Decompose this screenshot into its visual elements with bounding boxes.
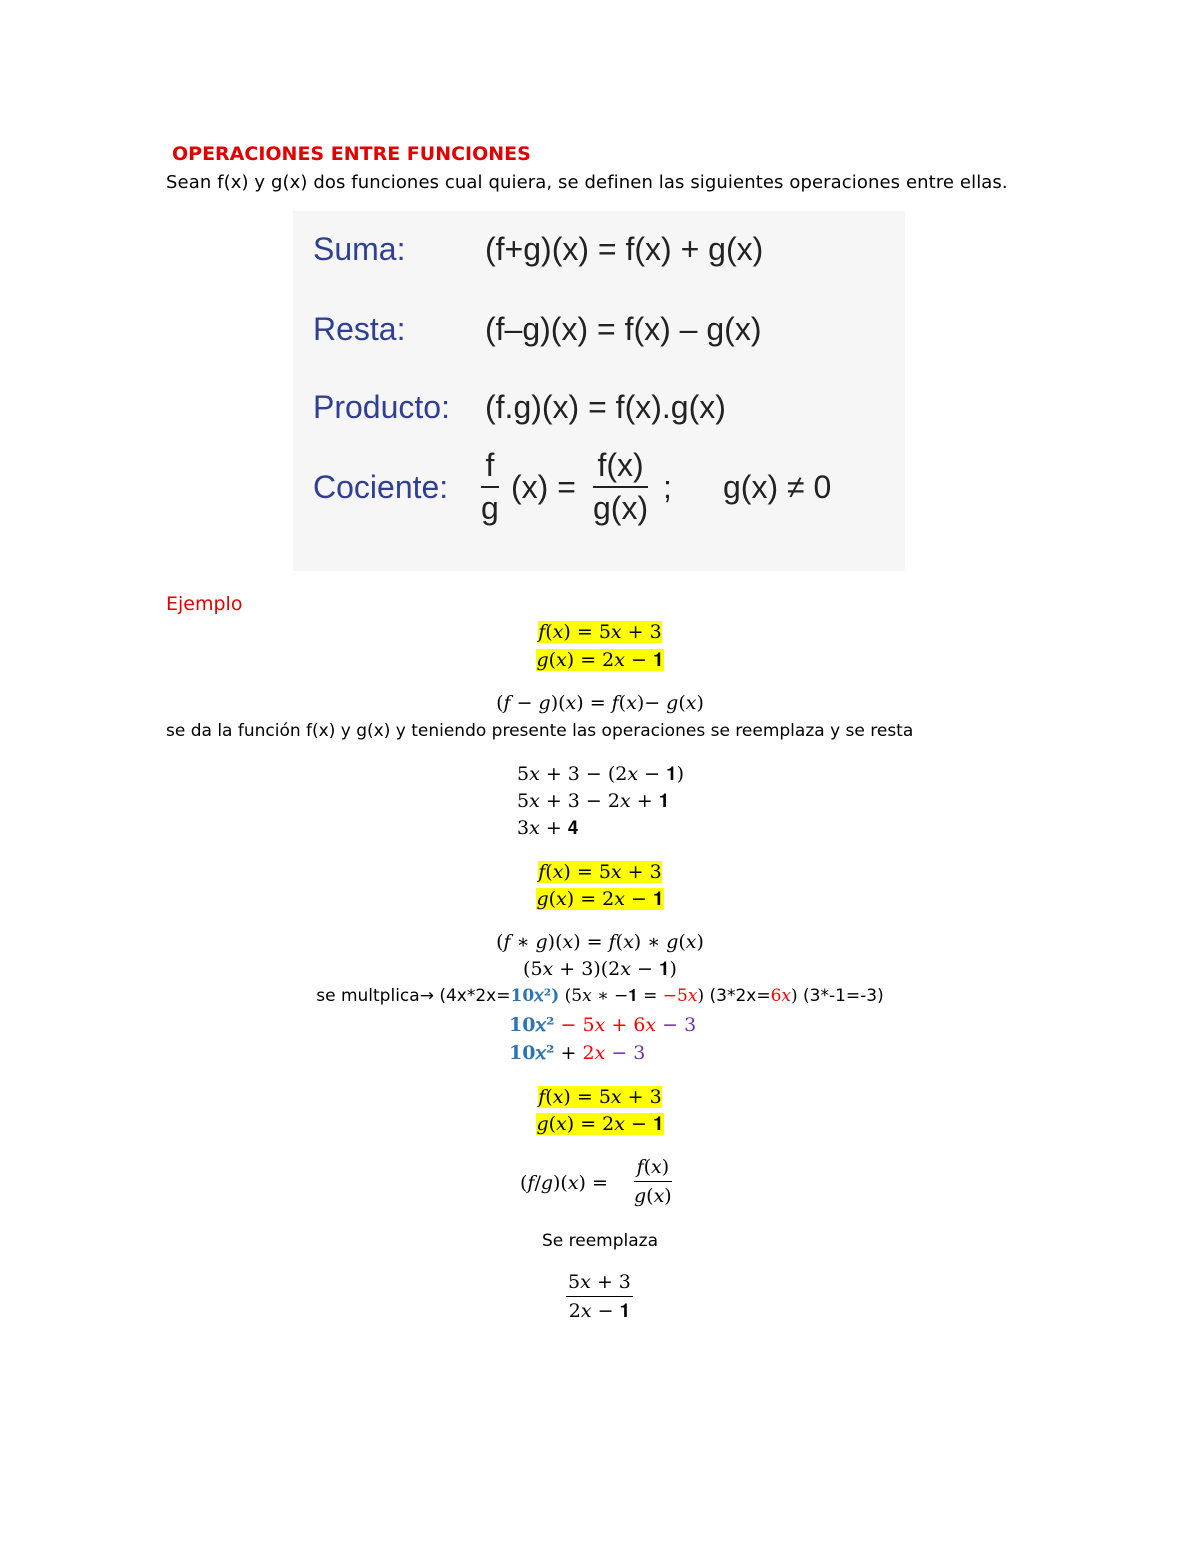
op-cociente-name: Cociente: <box>313 469 449 505</box>
operations-panel <box>293 211 905 571</box>
result-2-c: 2𝑥 <box>582 1042 606 1064</box>
result-2-b: + <box>554 1042 583 1064</box>
result-2-d: − 3 <box>605 1042 646 1064</box>
op-cociente-rhs <box>593 447 648 527</box>
given-f-1 <box>0 621 1200 643</box>
multiply-part-4: (3*-1=-3) <box>797 986 884 1006</box>
cociente-note: Se reemplaza <box>541 1231 659 1251</box>
op-cociente-frac-num: f <box>481 447 499 488</box>
producto-definition: (𝑓 ∗ 𝑔)(𝑥) = 𝑓(𝑥) ∗ 𝑔(𝑥) <box>496 931 704 953</box>
given-g-2 <box>0 888 1200 910</box>
given-g-1 <box>0 649 1200 671</box>
producto-result-1 <box>509 1014 696 1036</box>
multiply-part-3b: 6𝑥 <box>770 986 791 1006</box>
resta-step-3: 3𝑥 + 𝟒 <box>517 817 579 839</box>
op-suma-name: Suma: <box>313 231 406 267</box>
multiply-part-2a: (5𝑥 ∗ −𝟏 = <box>559 986 663 1006</box>
resta-step-1: 5𝑥 + 3 − (2𝑥 − 𝟏) <box>517 763 685 785</box>
producto-multiply-line <box>0 986 1200 1006</box>
cociente-result <box>566 1271 633 1322</box>
cociente-den: 𝑔(𝑥) <box>634 1185 672 1207</box>
result-1-c: 5𝑥 + 6𝑥 <box>582 1014 657 1036</box>
producto-expression: (5𝑥 + 3)(2𝑥 − 𝟏) <box>523 958 677 980</box>
result-1-a: 10𝑥² <box>509 1014 555 1036</box>
op-cociente-middle: (x) = <box>511 469 576 505</box>
resta-note: se da la función f(x) y g(x) y teniendo presente las operaciones se reemplaza y se resta <box>166 721 914 741</box>
op-producto-formula: (f.g)(x) = f(x).g(x) <box>485 389 726 425</box>
given-f-3 <box>0 1086 1200 1108</box>
op-cociente-sep: ; <box>663 469 672 505</box>
given-f-1-text: 𝑓(𝑥) = 5𝑥 + 3 <box>538 621 662 643</box>
page-title: OPERACIONES ENTRE FUNCIONES <box>172 143 531 165</box>
multiply-part-1b: 10𝑥² <box>510 986 552 1006</box>
given-f-3-text: 𝑓(𝑥) = 5𝑥 + 3 <box>538 1086 662 1108</box>
op-cociente-rhs-num: f(x) <box>593 447 648 488</box>
op-suma-formula: (f+g)(x) = f(x) + g(x) <box>485 231 764 267</box>
cociente-fraction <box>634 1156 672 1207</box>
op-resta-formula: (f–g)(x) = f(x) – g(x) <box>485 311 762 347</box>
multiply-label: se multplica <box>316 986 420 1006</box>
given-g-1-text: 𝑔(𝑥) = 2𝑥 − 𝟏 <box>536 649 664 671</box>
resta-step-2: 5𝑥 + 3 − 2𝑥 + 𝟏 <box>517 790 670 812</box>
op-cociente-condition: g(x) ≠ 0 <box>723 469 832 505</box>
op-producto-name: Producto: <box>313 389 450 425</box>
given-g-3 <box>0 1113 1200 1135</box>
op-cociente-frac-den: g <box>481 490 499 526</box>
cociente-num: 𝑓(𝑥) <box>634 1156 672 1182</box>
op-cociente-frac <box>481 447 499 527</box>
given-f-2-text: 𝑓(𝑥) = 5𝑥 + 3 <box>538 861 662 883</box>
cociente-result-num: 5𝑥 + 3 <box>566 1271 633 1297</box>
multiply-part-2c: ) <box>697 986 705 1006</box>
cociente-result-den: 2𝑥 − 𝟏 <box>568 1300 631 1322</box>
multiply-part-3c: ) <box>790 986 798 1006</box>
result-1-b: − <box>554 1014 583 1036</box>
resta-definition: (𝑓 − 𝑔)(𝑥) = 𝑓(𝑥)− 𝑔(𝑥) <box>496 692 704 714</box>
arrow-icon: → <box>419 986 434 1006</box>
given-f-2 <box>0 861 1200 883</box>
ejemplo-label: Ejemplo <box>166 593 243 615</box>
cociente-lhs: (𝑓/𝑔)(𝑥) = <box>520 1172 608 1194</box>
multiply-part-1c: ) <box>551 986 560 1006</box>
result-2-a: 10𝑥² <box>509 1042 555 1064</box>
given-g-2-text: 𝑔(𝑥) = 2𝑥 − 𝟏 <box>536 888 664 910</box>
op-resta-name: Resta: <box>313 311 406 347</box>
result-1-d: − 3 <box>656 1014 697 1036</box>
multiply-part-1a: (4x*2x= <box>433 986 511 1006</box>
op-cociente-rhs-den: g(x) <box>593 490 649 526</box>
producto-result-2 <box>509 1042 645 1064</box>
multiply-part-3a: (3*2x= <box>704 986 771 1006</box>
given-g-3-text: 𝑔(𝑥) = 2𝑥 − 𝟏 <box>536 1113 664 1135</box>
multiply-part-2b: −5𝑥 <box>662 986 698 1006</box>
intro-text: Sean f(x) y g(x) dos funciones cual quiera, se definen las siguientes operaciones entre ellas. <box>166 172 1008 193</box>
